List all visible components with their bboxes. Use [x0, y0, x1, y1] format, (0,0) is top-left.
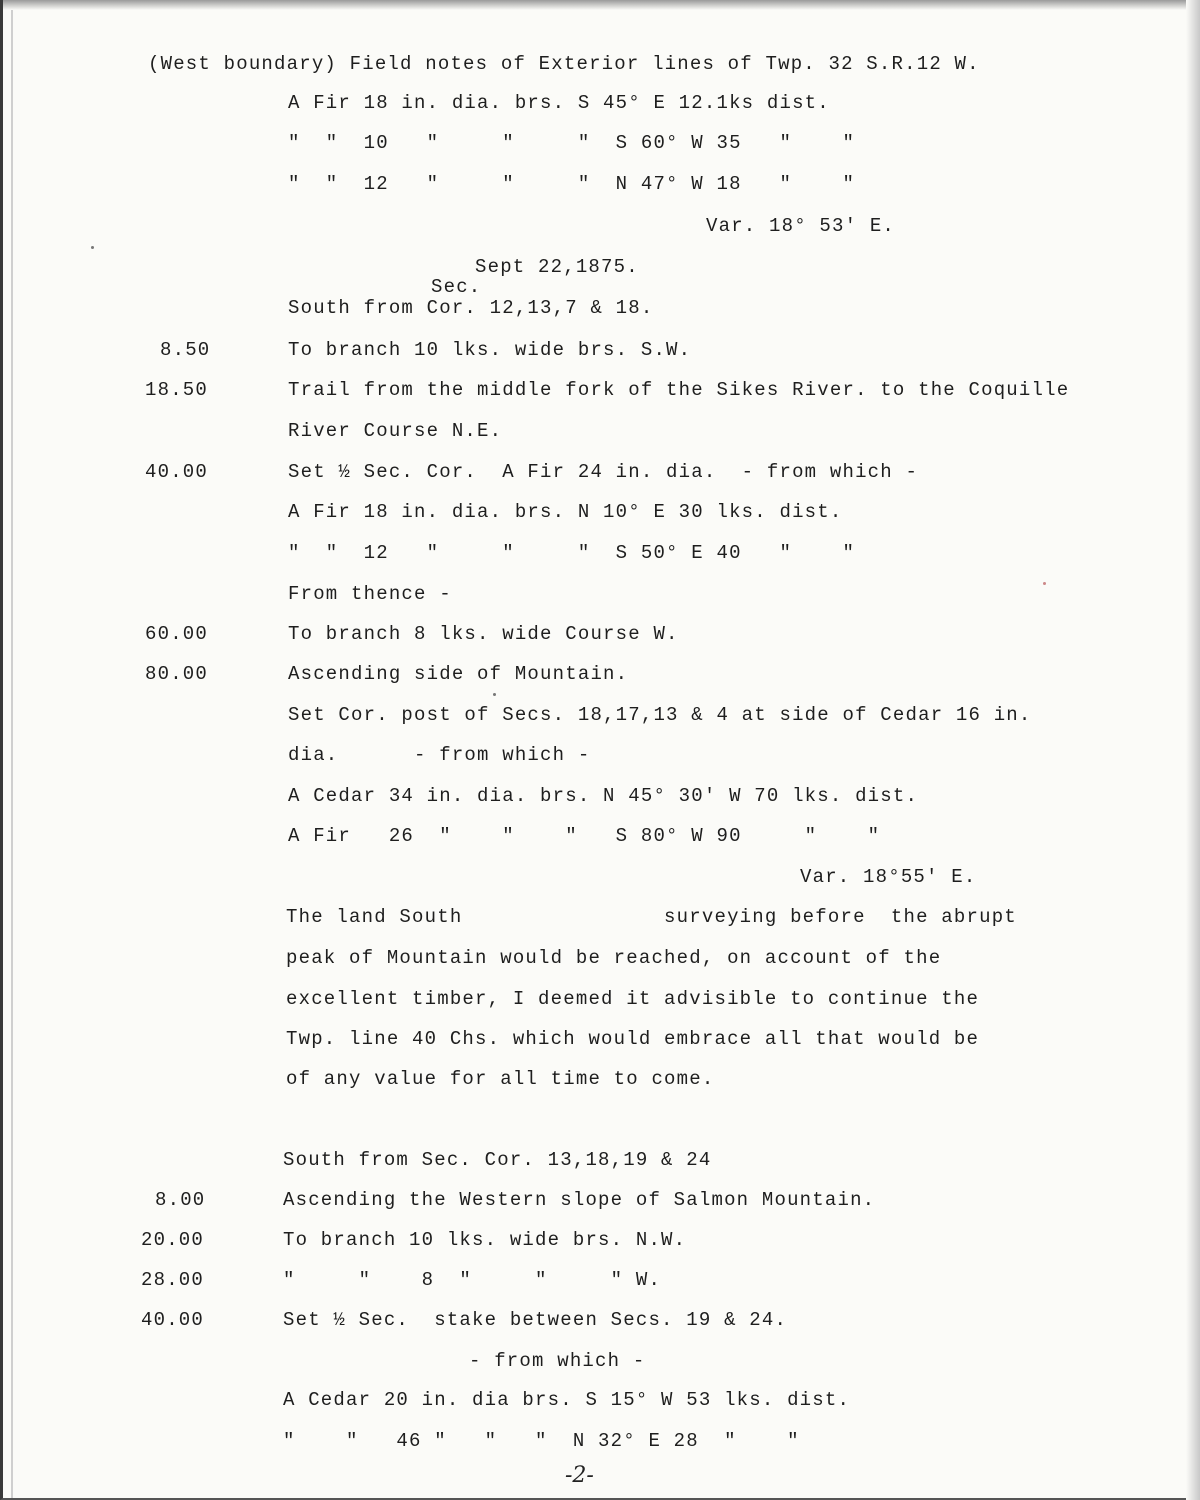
- note-line: Var. 18° 53' E.: [706, 215, 896, 237]
- note-line: Twp. line 40 Chs. which would embrace all that would be: [286, 1028, 980, 1050]
- note-line: Var. 18°55' E.: [800, 866, 977, 888]
- note-line: (West boundary) Field notes of Exterior lines of Twp. 32 S.R.12 W.: [148, 53, 980, 75]
- distance-value: 40.00: [141, 1309, 205, 1331]
- note-line: River Course N.E.: [288, 420, 503, 442]
- distance-value: 18.50: [145, 379, 209, 401]
- note-line: To branch 10 lks. wide brs. N.W.: [283, 1229, 687, 1251]
- note-line: A Fir 18 in. dia. brs. N 10° E 30 lks. dist.: [288, 501, 843, 523]
- note-line: A Cedar 34 in. dia. brs. N 45° 30' W 70 lks. dist.: [288, 785, 919, 807]
- note-line: A Cedar 20 in. dia brs. S 15° W 53 lks. dist.: [283, 1389, 851, 1411]
- distance-value: 40.00: [145, 461, 209, 483]
- page-top-shadow: [3, 0, 1200, 10]
- note-line: Set ½ Sec. Cor. A Fir 24 in. dia. - from which -: [288, 461, 919, 483]
- note-line: - from which -: [469, 1350, 646, 1372]
- note-line: Sec.: [431, 276, 482, 298]
- note-line: of any value for all time to come.: [286, 1068, 715, 1090]
- paper-speck: [91, 246, 94, 249]
- note-line: To branch 8 lks. wide Course W.: [288, 623, 679, 645]
- note-line: The land South surveying before the abrupt: [286, 906, 1017, 928]
- distance-value: 80.00: [145, 663, 209, 685]
- distance-value: 8.50: [160, 339, 211, 361]
- note-line: From thence -: [288, 583, 452, 605]
- page-number: -2-: [565, 1463, 594, 1488]
- note-line: South from Cor. 12,13,7 & 18.: [288, 297, 654, 319]
- paper-speck: [1043, 582, 1046, 585]
- note-line: dia. - from which -: [288, 744, 591, 766]
- note-line: Set ½ Sec. stake between Secs. 19 & 24.: [283, 1309, 788, 1331]
- paper-speck: [493, 693, 496, 696]
- note-line: South from Sec. Cor. 13,18,19 & 24: [283, 1149, 712, 1171]
- note-line: A Fir 26 " " " S 80° W 90 " ": [288, 825, 881, 847]
- note-line: Set Cor. post of Secs. 18,17,13 & 4 at side of Cedar 16 in.: [288, 704, 1032, 726]
- note-line: Ascending the Western slope of Salmon Mountain.: [283, 1189, 876, 1211]
- note-line: " " 12 " " " N 47° W 18 " ": [288, 173, 856, 195]
- page-right-shadow: [1186, 0, 1200, 1500]
- note-line: " " 8 " " " W.: [283, 1269, 662, 1291]
- distance-value: 60.00: [145, 623, 209, 645]
- note-line: " " 10 " " " S 60° W 35 " ": [288, 132, 856, 154]
- note-line: " " 46 " " " N 32° E 28 " ": [283, 1430, 800, 1452]
- note-line: peak of Mountain would be reached, on account of the: [286, 947, 942, 969]
- note-line: Ascending side of Mountain.: [288, 663, 629, 685]
- note-line: Trail from the middle fork of the Sikes River. to the Coquille: [288, 379, 1070, 401]
- distance-value: 20.00: [141, 1229, 205, 1251]
- note-line: A Fir 18 in. dia. brs. S 45° E 12.1ks dist.: [288, 92, 830, 114]
- note-line: " " 12 " " " S 50° E 40 " ": [288, 542, 856, 564]
- note-line: To branch 10 lks. wide brs. S.W.: [288, 339, 692, 361]
- distance-value: 8.00: [155, 1189, 206, 1211]
- note-line: excellent timber, I deemed it advisible to continue the: [286, 988, 980, 1010]
- note-line: Sept 22,1875.: [475, 256, 639, 278]
- distance-value: 28.00: [141, 1269, 205, 1291]
